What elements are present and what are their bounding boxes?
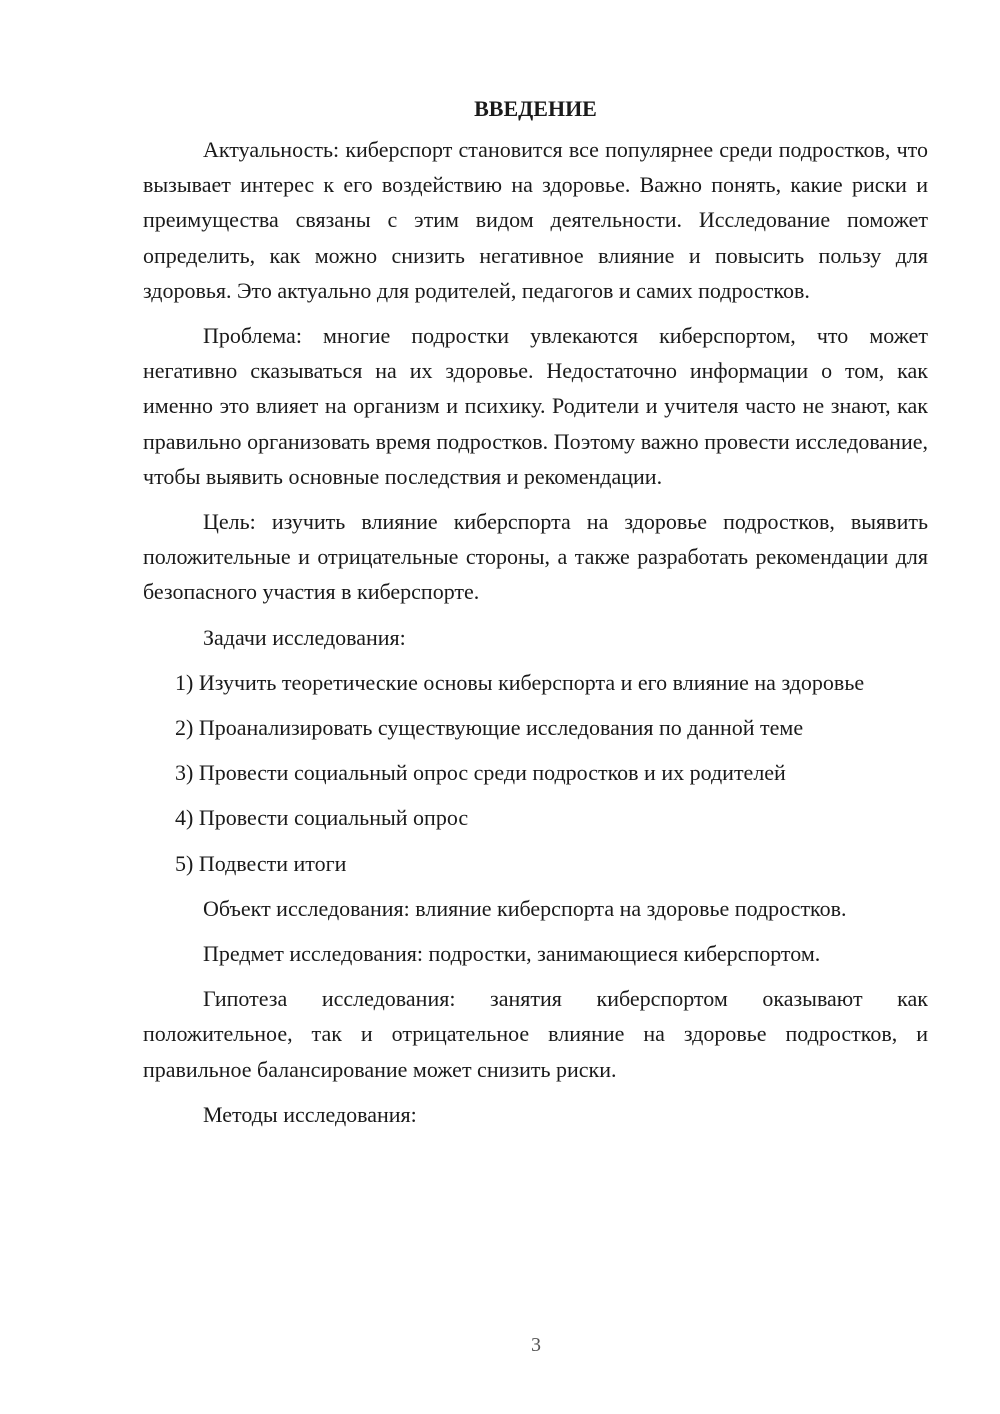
goal-paragraph: Цель: изучить влияние киберспорта на здоровье подростков, выявить положительные и отрицательные стороны, а также разработать рекомендации для безопасного участия в киберспорте. [143,509,928,605]
hypothesis-paragraph: Гипотеза исследования: занятия киберспортом оказывают как положительное, так и отрицательное влияние на здоровье подростков, и правильное балансирование может снизить риски. [143,986,928,1082]
problem-paragraph: Проблема: многие подростки увлекаются киберспортом, что может негативно сказываться на их здоровье. Недостаточно информации о том, как именно это влияет на организм и психику. Родители и учителя часто не знают, как правильно организовать время подростков. Поэтому важно провести исследование, чтобы выявить основные последствия и рекомендации. [143,323,928,489]
section-title: ВВЕДЕНИЕ [474,96,597,121]
task-item-4: 4) Провести социальный опрос [175,805,469,831]
relevance-paragraph: Актуальность: киберспорт становится все популярнее среди подростков, что вызывает интерес к его воздействию на здоровье. Важно понять, какие риски и преимущества связаны с этим видом деятельности. Исследование поможет определить, как можно снизить негативное влияние и повысить пользу для здоровья. Это актуально для родителей, педагогов и самих подростков. [143,137,928,303]
page-number: 3 [531,1334,541,1356]
tasks-heading: Задачи исследования: [203,624,406,650]
document-page [143,92,928,1132]
subject-paragraph: Предмет исследования: подростки, занимающиеся киберспортом. [203,941,821,967]
task-item-2: 2) Проанализировать существующие исследования по данной теме [175,715,804,741]
methods-heading: Методы исследования: [203,1101,417,1127]
task-item-3: 3) Провести социальный опрос среди подростков и их родителей [175,760,786,786]
task-item-5: 5) Подвести итоги [175,850,347,876]
task-item-1: 1) Изучить теоретические основы киберспорта и его влияние на здоровье [175,669,865,695]
object-paragraph: Объект исследования: влияние киберспорта на здоровье подростков. [203,895,847,921]
